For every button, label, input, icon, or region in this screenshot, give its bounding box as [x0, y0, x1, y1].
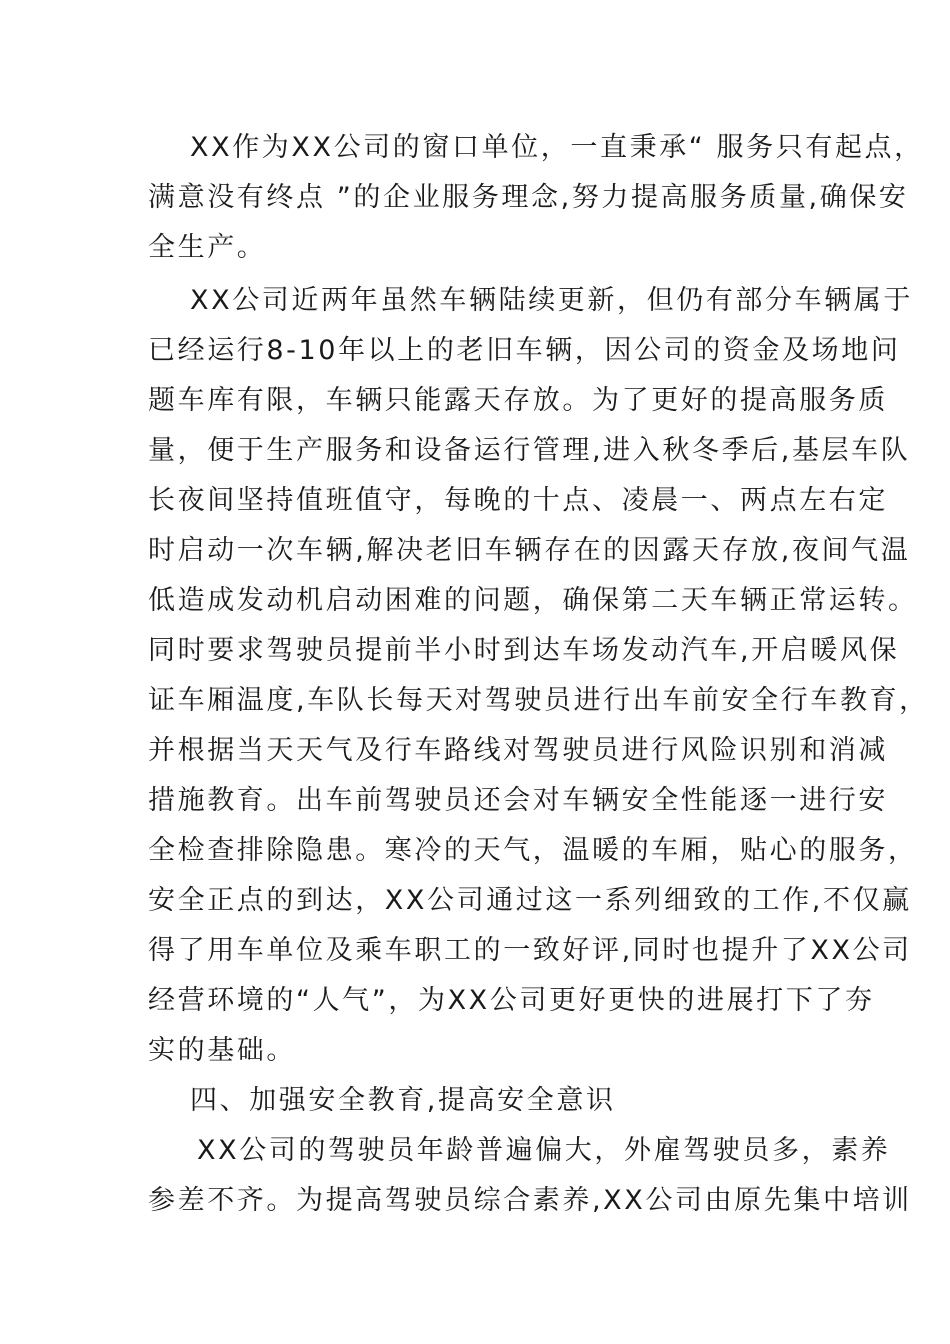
- paragraph-line: XX公司的驾驶员年龄普遍偏大，外雇驾驶员多，素养: [197, 1135, 891, 1166]
- paragraph-line: 参差不齐。为提高驾驶员综合素养,XX公司由原先集中培训: [148, 1185, 912, 1216]
- paragraph-line: 量，便于生产服务和设备运行管理,进入秋冬季后,基层车队: [148, 435, 911, 466]
- paragraph-line: 同时要求驾驶员提前半小时到达车场发动汽车,开启暖风保: [148, 635, 900, 666]
- paragraph-line: 得了用车单位及乘车职工的一致好评,同时也提升了XX公司: [148, 935, 912, 966]
- paragraph-line: 时启动一次车辆,解决老旧车辆存在的因露天存放,夜间气温: [148, 535, 911, 566]
- paragraph-line: 题车库有限，车辆只能露天存放。为了更好的提高服务质: [148, 385, 888, 416]
- paragraph-line: 满意没有终点 ”的企业服务理念,努力提高服务质量,确保安: [148, 182, 909, 213]
- paragraph-line: 安全正点的到达，XX公司通过这一系列细致的工作,不仅赢: [148, 885, 912, 916]
- paragraph-line: 全检查排除隐患。寒冷的天气，温暖的车厢，贴心的服务，: [148, 835, 918, 866]
- paragraph-line: 证车厢温度,车队长每天对驾驶员进行出车前安全行车教育，: [148, 685, 929, 716]
- paragraph-line: 经营环境的“人气”，为XX公司更好更快的进展打下了夯: [148, 985, 875, 1016]
- paragraph-line: XX作为XX公司的窗口单位，一直秉承“ 服务只有起点，: [190, 132, 924, 163]
- paragraph-line: XX公司近两年虽然车辆陆续更新，但仍有部分车辆属于: [190, 285, 913, 316]
- paragraph-line: 长夜间坚持值班值守，每晚的十点、凌晨一、两点左右定: [148, 485, 888, 516]
- section-heading: 四、加强安全教育,提高安全意识: [190, 1085, 616, 1116]
- paragraph-line: 措施教育。出车前驾驶员还会对车辆安全性能逐一进行安: [148, 785, 888, 816]
- paragraph-line: 低造成发动机启动困难的问题，确保第二天车辆正常运转。: [148, 585, 918, 616]
- paragraph-line: 实的基础。: [148, 1035, 296, 1066]
- paragraph-line: 全生产。: [148, 232, 267, 263]
- paragraph-line: 并根据当天天气及行车路线对驾驶员进行风险识别和消减: [148, 735, 888, 766]
- paragraph-line: 已经运行8-10年以上的老旧车辆，因公司的资金及场地问: [148, 335, 901, 366]
